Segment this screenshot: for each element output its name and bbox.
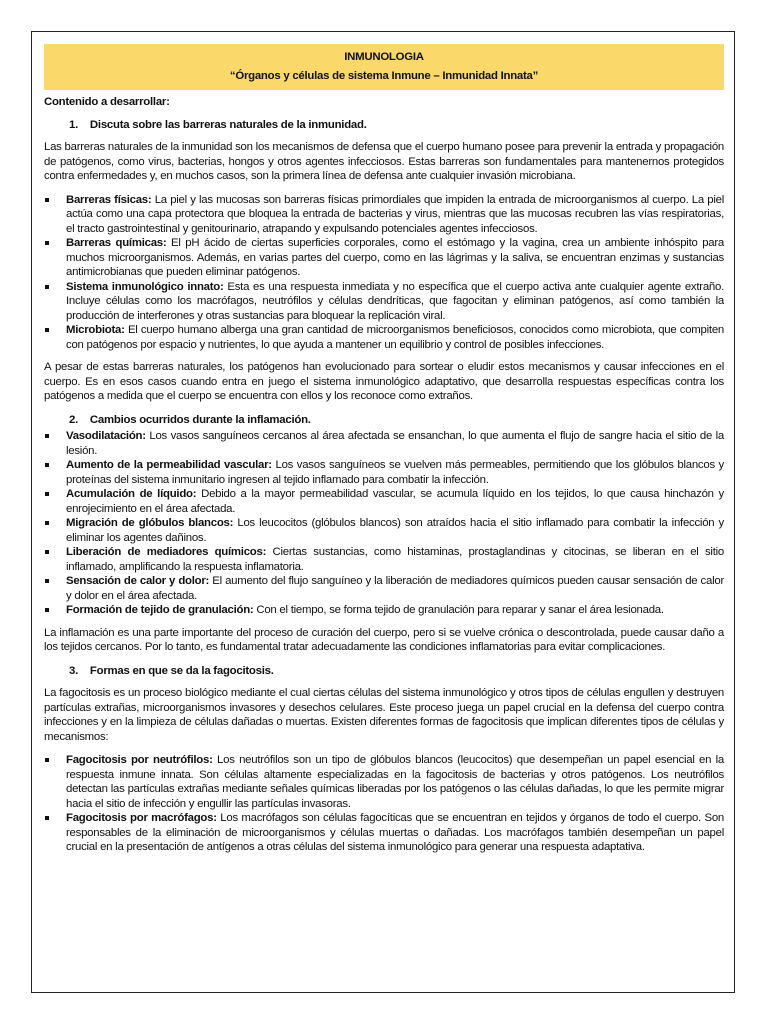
item-term: Acumulación de líquido: bbox=[66, 488, 197, 500]
section-2-closing: La inflamación es una parte importante del proceso de curación del cuerpo, pero si se vuelve crónica o descontrolada, puede causar daño a los tejidos cercanos. Por lo tanto, es fundamental tratar adecuadamente las condiciones inflamatorias para evitar complicaciones. bbox=[44, 626, 724, 653]
list-item bbox=[44, 516, 724, 545]
list-item bbox=[44, 458, 724, 487]
list-item bbox=[44, 603, 724, 618]
item-text: Los leucocitos (glóbulos blancos) son atraídos hacia el sitio inflamado para combatir la infección y eliminar los agentes dañinos. bbox=[66, 517, 724, 544]
list-item bbox=[44, 280, 724, 324]
document-subtitle: “Órganos y células de sistema Inmune – Inmunidad Innata” bbox=[229, 70, 539, 82]
section-3-list bbox=[44, 753, 724, 855]
item-term: Fagocitosis por neutrófilos: bbox=[66, 754, 213, 766]
list-item bbox=[44, 487, 724, 516]
item-text: Con el tiempo, se forma tejido de granulación para reparar y sanar el área lesionada. bbox=[253, 604, 664, 616]
list-item bbox=[44, 429, 724, 458]
item-text: Ciertas sustancias, como histaminas, prostaglandinas y citocinas, se liberan en el sitio inflamado, amplificando la respuesta inflamatoria. bbox=[66, 546, 724, 573]
item-text: Los vasos sanguíneos se vuelven más permeables, permitiendo que los glóbulos blancos y proteínas del sistema inmunitario ingresen al tejido inflamado para combatir la infección. bbox=[66, 459, 724, 486]
item-term: Formación de tejido de granulación: bbox=[66, 604, 254, 616]
section-1-closing: A pesar de estas barreras naturales, los patógenos han evolucionado para sortear o eludir estos mecanismos y causar infecciones en el cuerpo. Es en esos casos cuando entra en juego el sistema inmunológico adaptativo, que desarrolla respuestas específicas contra los patógenos a medida que el cuerpo se encuentra con ellos y los reconoce como extraños. bbox=[44, 361, 724, 402]
item-text: Los neutrófilos son un tipo de glóbulos blancos (leucocitos) que desempeñan un papel esencial en la respuesta inmune innata. Son células altamente especializadas en la fagocitosis de bacterias y otros patógenos. Los neutrófilos detectan las partículas extrañas mediante señales químicas liberadas por los patógenos o las células dañadas, lo que les permite migrar hacia el sitio de infección y engullir las partículas invasoras. bbox=[66, 754, 724, 810]
list-item bbox=[44, 193, 724, 237]
section-3-title: Formas en que se da la fagocitosis. bbox=[89, 664, 274, 677]
item-text: Debido a la mayor permeabilidad vascular, se acumula líquido en los tejidos, lo que causa hinchazón y enrojecimiento en el área afectada. bbox=[66, 488, 724, 515]
section-2-list bbox=[44, 429, 724, 618]
list-item bbox=[44, 323, 724, 352]
document-page bbox=[31, 31, 735, 993]
title-banner bbox=[44, 44, 724, 90]
section-1-list bbox=[44, 193, 724, 353]
item-term: Microbiota: bbox=[66, 324, 125, 336]
document-content bbox=[44, 44, 724, 863]
item-term: Barreras químicas: bbox=[66, 237, 167, 249]
item-term: Sistema inmunológico innato: bbox=[66, 280, 224, 293]
section-3-heading bbox=[44, 664, 724, 679]
section-2-heading bbox=[44, 413, 724, 428]
item-term: Vasodilatación: bbox=[66, 430, 146, 442]
section-1-heading bbox=[44, 118, 724, 133]
item-text: El aumento del flujo sanguíneo y la liberación de mediadores químicos pueden causar sensación de calor y dolor en el área afectada. bbox=[66, 575, 724, 602]
list-item bbox=[44, 753, 724, 811]
section-1-number: 1. bbox=[69, 118, 78, 131]
section-1-intro: Las barreras naturales de la inmunidad son los mecanismos de defensa que el cuerpo humano posee para prevenir la entrada y propagación de patógenos, como virus, bacterias, hongos y otros agentes infecciosos. Estas barreras son fundamentales para mantenernos protegidos contra enfermedades y, en muchos casos, son la primera línea de defensa ante cualquier invasión microbiana. bbox=[44, 141, 724, 182]
contenido-heading: Contenido a desarrollar: bbox=[44, 96, 170, 108]
list-item bbox=[44, 545, 724, 574]
item-text: La piel y las mucosas son barreras físicas primordiales que impiden la entrada de microorganismos al cuerpo. La piel actúa como una capa protectora que bloquea la entrada de bacterias y virus, mientras que las mucosas recubren las vías respiratorias, el tracto gastrointestinal y genitourinario, atrapando y expulsando potenciales agentes infecciosos. bbox=[66, 193, 724, 235]
item-text: Los vasos sanguíneos cercanos al área afectada se ensanchan, lo que aumenta el flujo de sangre hacia el sitio de la lesión. bbox=[66, 430, 724, 457]
section-2-title: Cambios ocurridos durante la inflamación. bbox=[89, 413, 311, 426]
item-term: Fagocitosis por macrófagos: bbox=[66, 812, 217, 824]
item-text: Los macrófagos son células fagocíticas que se encuentran en tejidos y órganos de todo el cuerpo. Son responsables de la eliminación de microorganismos y células muertas o dañadas. Los macrófagos también desempeñan un papel crucial en la presentación de antígenos a otras células del sistema inmunológico para generar una respuesta adaptativa. bbox=[66, 812, 724, 853]
item-term: Liberación de mediadores químicos: bbox=[66, 546, 267, 558]
item-text: Esta es una respuesta inmediata y no específica que el cuerpo activa ante cualquier agente extraño. Incluye células como los macrófagos, neutrófilos y células dendríticas, que fagocitan y eliminan patógenos, así como también la producción de interferones y otras sustancias para bloquear la replicación viral. bbox=[66, 280, 724, 322]
item-term: Sensación de calor y dolor: bbox=[66, 575, 210, 587]
item-term: Barreras físicas: bbox=[66, 193, 152, 206]
list-item bbox=[44, 236, 724, 280]
document-title: INMUNOLOGIA bbox=[344, 51, 424, 63]
section-3-intro: La fagocitosis es un proceso biológico mediante el cual ciertas células del sistema inmunológico y otros tipos de células engullen y destruyen partículas extrañas, microorganismos invasores y desechos celulares. Este proceso juega un papel crucial en la defensa del cuerpo contra infecciones y en la limpieza de células dañadas o muertas. Existen diferentes formas de fagocitosis que implican diferentes tipos de células y mecanismos: bbox=[44, 687, 724, 743]
item-text: El pH ácido de ciertas superficies corporales, como el estómago y la vagina, crea un ambiente inhóspito para muchos microorganismos. Además, en varias partes del cuerpo, como en las lágrimas y la saliva, se encuentran enzimas y sustancias antimicrobianas que pueden eliminar patógenos. bbox=[66, 237, 724, 278]
item-term: Migración de glóbulos blancos: bbox=[66, 517, 234, 529]
list-item bbox=[44, 574, 724, 603]
item-text: El cuerpo humano alberga una gran cantidad de microorganismos beneficiosos, conocidos como microbiota, que compiten con patógenos por espacio y nutrientes, lo que ayuda a mantener un equilibrio y control de posibles infecciones. bbox=[66, 324, 724, 351]
section-2-number: 2. bbox=[69, 413, 78, 426]
item-term: Aumento de la permeabilidad vascular: bbox=[66, 459, 272, 471]
list-item bbox=[44, 811, 724, 855]
section-3-number: 3. bbox=[69, 664, 78, 677]
section-1-title: Discuta sobre las barreras naturales de la inmunidad. bbox=[89, 118, 367, 131]
